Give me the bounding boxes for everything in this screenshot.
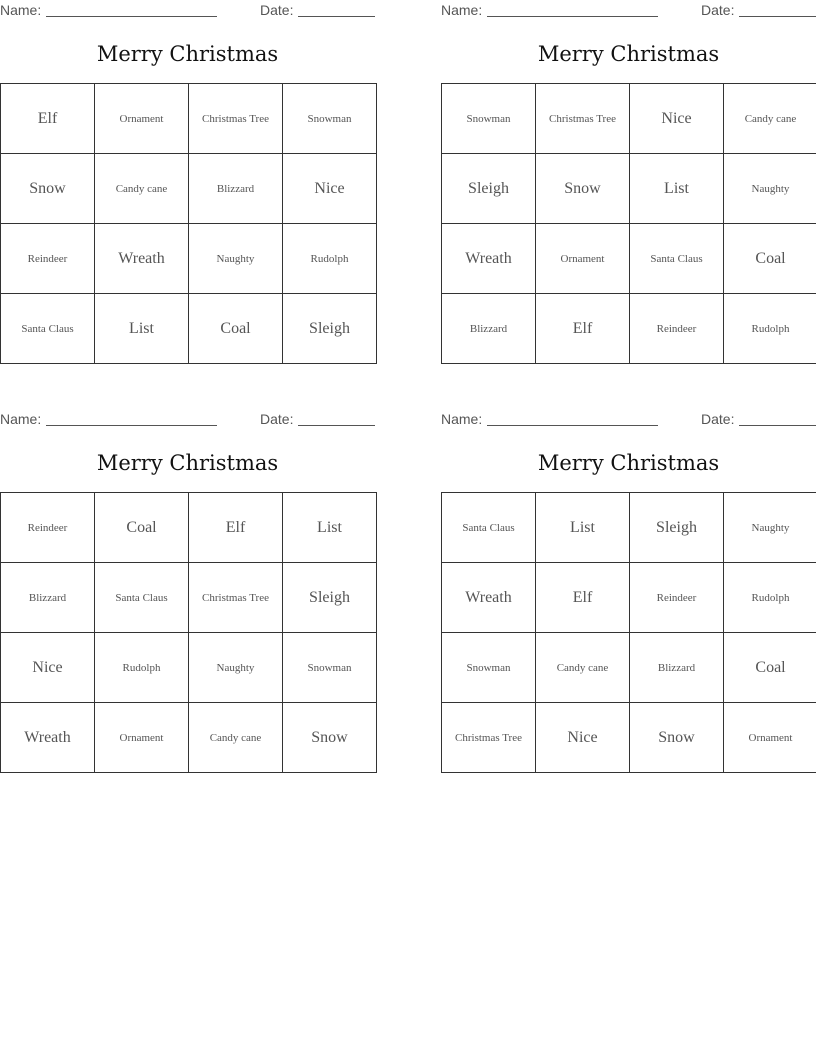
grid-row bbox=[442, 224, 816, 294]
grid-cell: Ornament bbox=[95, 84, 189, 154]
grid-cell: Rudolph bbox=[283, 224, 377, 294]
bingo-card-3 bbox=[0, 409, 375, 789]
grid-cell: Candy cane bbox=[536, 633, 630, 703]
grid-cell: Naughty bbox=[189, 633, 283, 703]
grid-cell: Reindeer bbox=[630, 294, 724, 364]
grid-cell: Naughty bbox=[724, 493, 816, 563]
grid-cell: Santa Claus bbox=[95, 563, 189, 633]
grid-cell: Wreath bbox=[1, 703, 95, 773]
grid-row bbox=[442, 154, 816, 224]
grid-cell: Coal bbox=[189, 294, 283, 364]
date-label: Date: bbox=[260, 2, 294, 18]
grid-cell: Naughty bbox=[189, 224, 283, 294]
date-label: Date: bbox=[701, 2, 735, 18]
bingo-card-1 bbox=[0, 0, 375, 380]
grid-cell: Blizzard bbox=[1, 563, 95, 633]
grid-cell: Elf bbox=[189, 493, 283, 563]
grid-cell: Sleigh bbox=[442, 154, 536, 224]
grid-cell: Ornament bbox=[536, 224, 630, 294]
grid-row bbox=[442, 493, 816, 563]
grid-cell: Candy cane bbox=[189, 703, 283, 773]
grid-row bbox=[442, 84, 816, 154]
grid-cell: Snow bbox=[283, 703, 377, 773]
grid-cell: Santa Claus bbox=[630, 224, 724, 294]
name-label: Name: bbox=[441, 411, 483, 427]
grid-row bbox=[1, 294, 377, 364]
date-field-line bbox=[739, 425, 816, 426]
card-title: Merry Christmas bbox=[96, 451, 279, 475]
grid-cell: Snowman bbox=[442, 84, 536, 154]
grid-cell: Sleigh bbox=[283, 563, 377, 633]
card-title: Merry Christmas bbox=[537, 42, 720, 66]
grid-cell: Sleigh bbox=[630, 493, 724, 563]
date-field-line bbox=[739, 16, 816, 17]
grid-cell: Nice bbox=[630, 84, 724, 154]
grid-cell: Candy cane bbox=[724, 84, 816, 154]
grid-cell: Reindeer bbox=[1, 493, 95, 563]
grid-cell: Coal bbox=[95, 493, 189, 563]
grid-cell: Elf bbox=[1, 84, 95, 154]
grid-cell: Rudolph bbox=[724, 563, 816, 633]
grid-cell: Rudolph bbox=[724, 294, 816, 364]
grid-cell: Reindeer bbox=[1, 224, 95, 294]
name-date-row bbox=[0, 2, 375, 20]
name-label: Name: bbox=[441, 2, 483, 18]
card-title: Merry Christmas bbox=[96, 42, 279, 66]
grid-cell: Ornament bbox=[724, 703, 816, 773]
name-field-line bbox=[46, 425, 217, 426]
grid-cell: Snowman bbox=[442, 633, 536, 703]
name-date-row bbox=[441, 2, 816, 20]
grid-row bbox=[1, 84, 377, 154]
date-field-line bbox=[298, 425, 375, 426]
grid-cell: Rudolph bbox=[95, 633, 189, 703]
grid-row bbox=[1, 493, 377, 563]
grid-row bbox=[1, 154, 377, 224]
name-date-row bbox=[0, 411, 375, 429]
grid-cell: Nice bbox=[1, 633, 95, 703]
grid-cell: List bbox=[536, 493, 630, 563]
grid-cell: Wreath bbox=[95, 224, 189, 294]
grid-cell: Elf bbox=[536, 294, 630, 364]
bingo-grid bbox=[441, 83, 816, 364]
grid-cell: List bbox=[95, 294, 189, 364]
grid-row bbox=[1, 633, 377, 703]
grid-cell: Santa Claus bbox=[442, 493, 536, 563]
grid-cell: Reindeer bbox=[630, 563, 724, 633]
date-label: Date: bbox=[701, 411, 735, 427]
date-field-line bbox=[298, 16, 375, 17]
grid-cell: Nice bbox=[536, 703, 630, 773]
grid-cell: Snow bbox=[536, 154, 630, 224]
grid-cell: Snow bbox=[630, 703, 724, 773]
grid-cell: Nice bbox=[283, 154, 377, 224]
grid-row bbox=[442, 633, 816, 703]
grid-row bbox=[1, 563, 377, 633]
grid-cell: List bbox=[630, 154, 724, 224]
name-field-line bbox=[487, 16, 658, 17]
grid-cell: Coal bbox=[724, 633, 816, 703]
bingo-grid bbox=[441, 492, 816, 773]
grid-row bbox=[442, 563, 816, 633]
grid-row bbox=[442, 703, 816, 773]
grid-cell: Snow bbox=[1, 154, 95, 224]
name-label: Name: bbox=[0, 411, 42, 427]
grid-cell: Christmas Tree bbox=[536, 84, 630, 154]
grid-cell: List bbox=[283, 493, 377, 563]
grid-cell: Wreath bbox=[442, 224, 536, 294]
bingo-card-4 bbox=[441, 409, 816, 789]
grid-cell: Elf bbox=[536, 563, 630, 633]
grid-cell: Snowman bbox=[283, 633, 377, 703]
grid-cell: Ornament bbox=[95, 703, 189, 773]
name-date-row bbox=[441, 411, 816, 429]
grid-cell: Blizzard bbox=[189, 154, 283, 224]
grid-cell: Blizzard bbox=[442, 294, 536, 364]
grid-cell: Candy cane bbox=[95, 154, 189, 224]
date-label: Date: bbox=[260, 411, 294, 427]
grid-row bbox=[1, 703, 377, 773]
grid-cell: Christmas Tree bbox=[189, 84, 283, 154]
grid-cell: Coal bbox=[724, 224, 816, 294]
bingo-grid bbox=[0, 492, 377, 773]
grid-cell: Naughty bbox=[724, 154, 816, 224]
grid-cell: Sleigh bbox=[283, 294, 377, 364]
name-field-line bbox=[487, 425, 658, 426]
card-title: Merry Christmas bbox=[537, 451, 720, 475]
grid-cell: Snowman bbox=[283, 84, 377, 154]
name-label: Name: bbox=[0, 2, 42, 18]
grid-row bbox=[1, 224, 377, 294]
name-field-line bbox=[46, 16, 217, 17]
bingo-card-2 bbox=[441, 0, 816, 380]
grid-cell: Wreath bbox=[442, 563, 536, 633]
grid-cell: Christmas Tree bbox=[189, 563, 283, 633]
grid-row bbox=[442, 294, 816, 364]
grid-cell: Santa Claus bbox=[1, 294, 95, 364]
bingo-grid bbox=[0, 83, 377, 364]
grid-cell: Blizzard bbox=[630, 633, 724, 703]
grid-cell: Christmas Tree bbox=[442, 703, 536, 773]
